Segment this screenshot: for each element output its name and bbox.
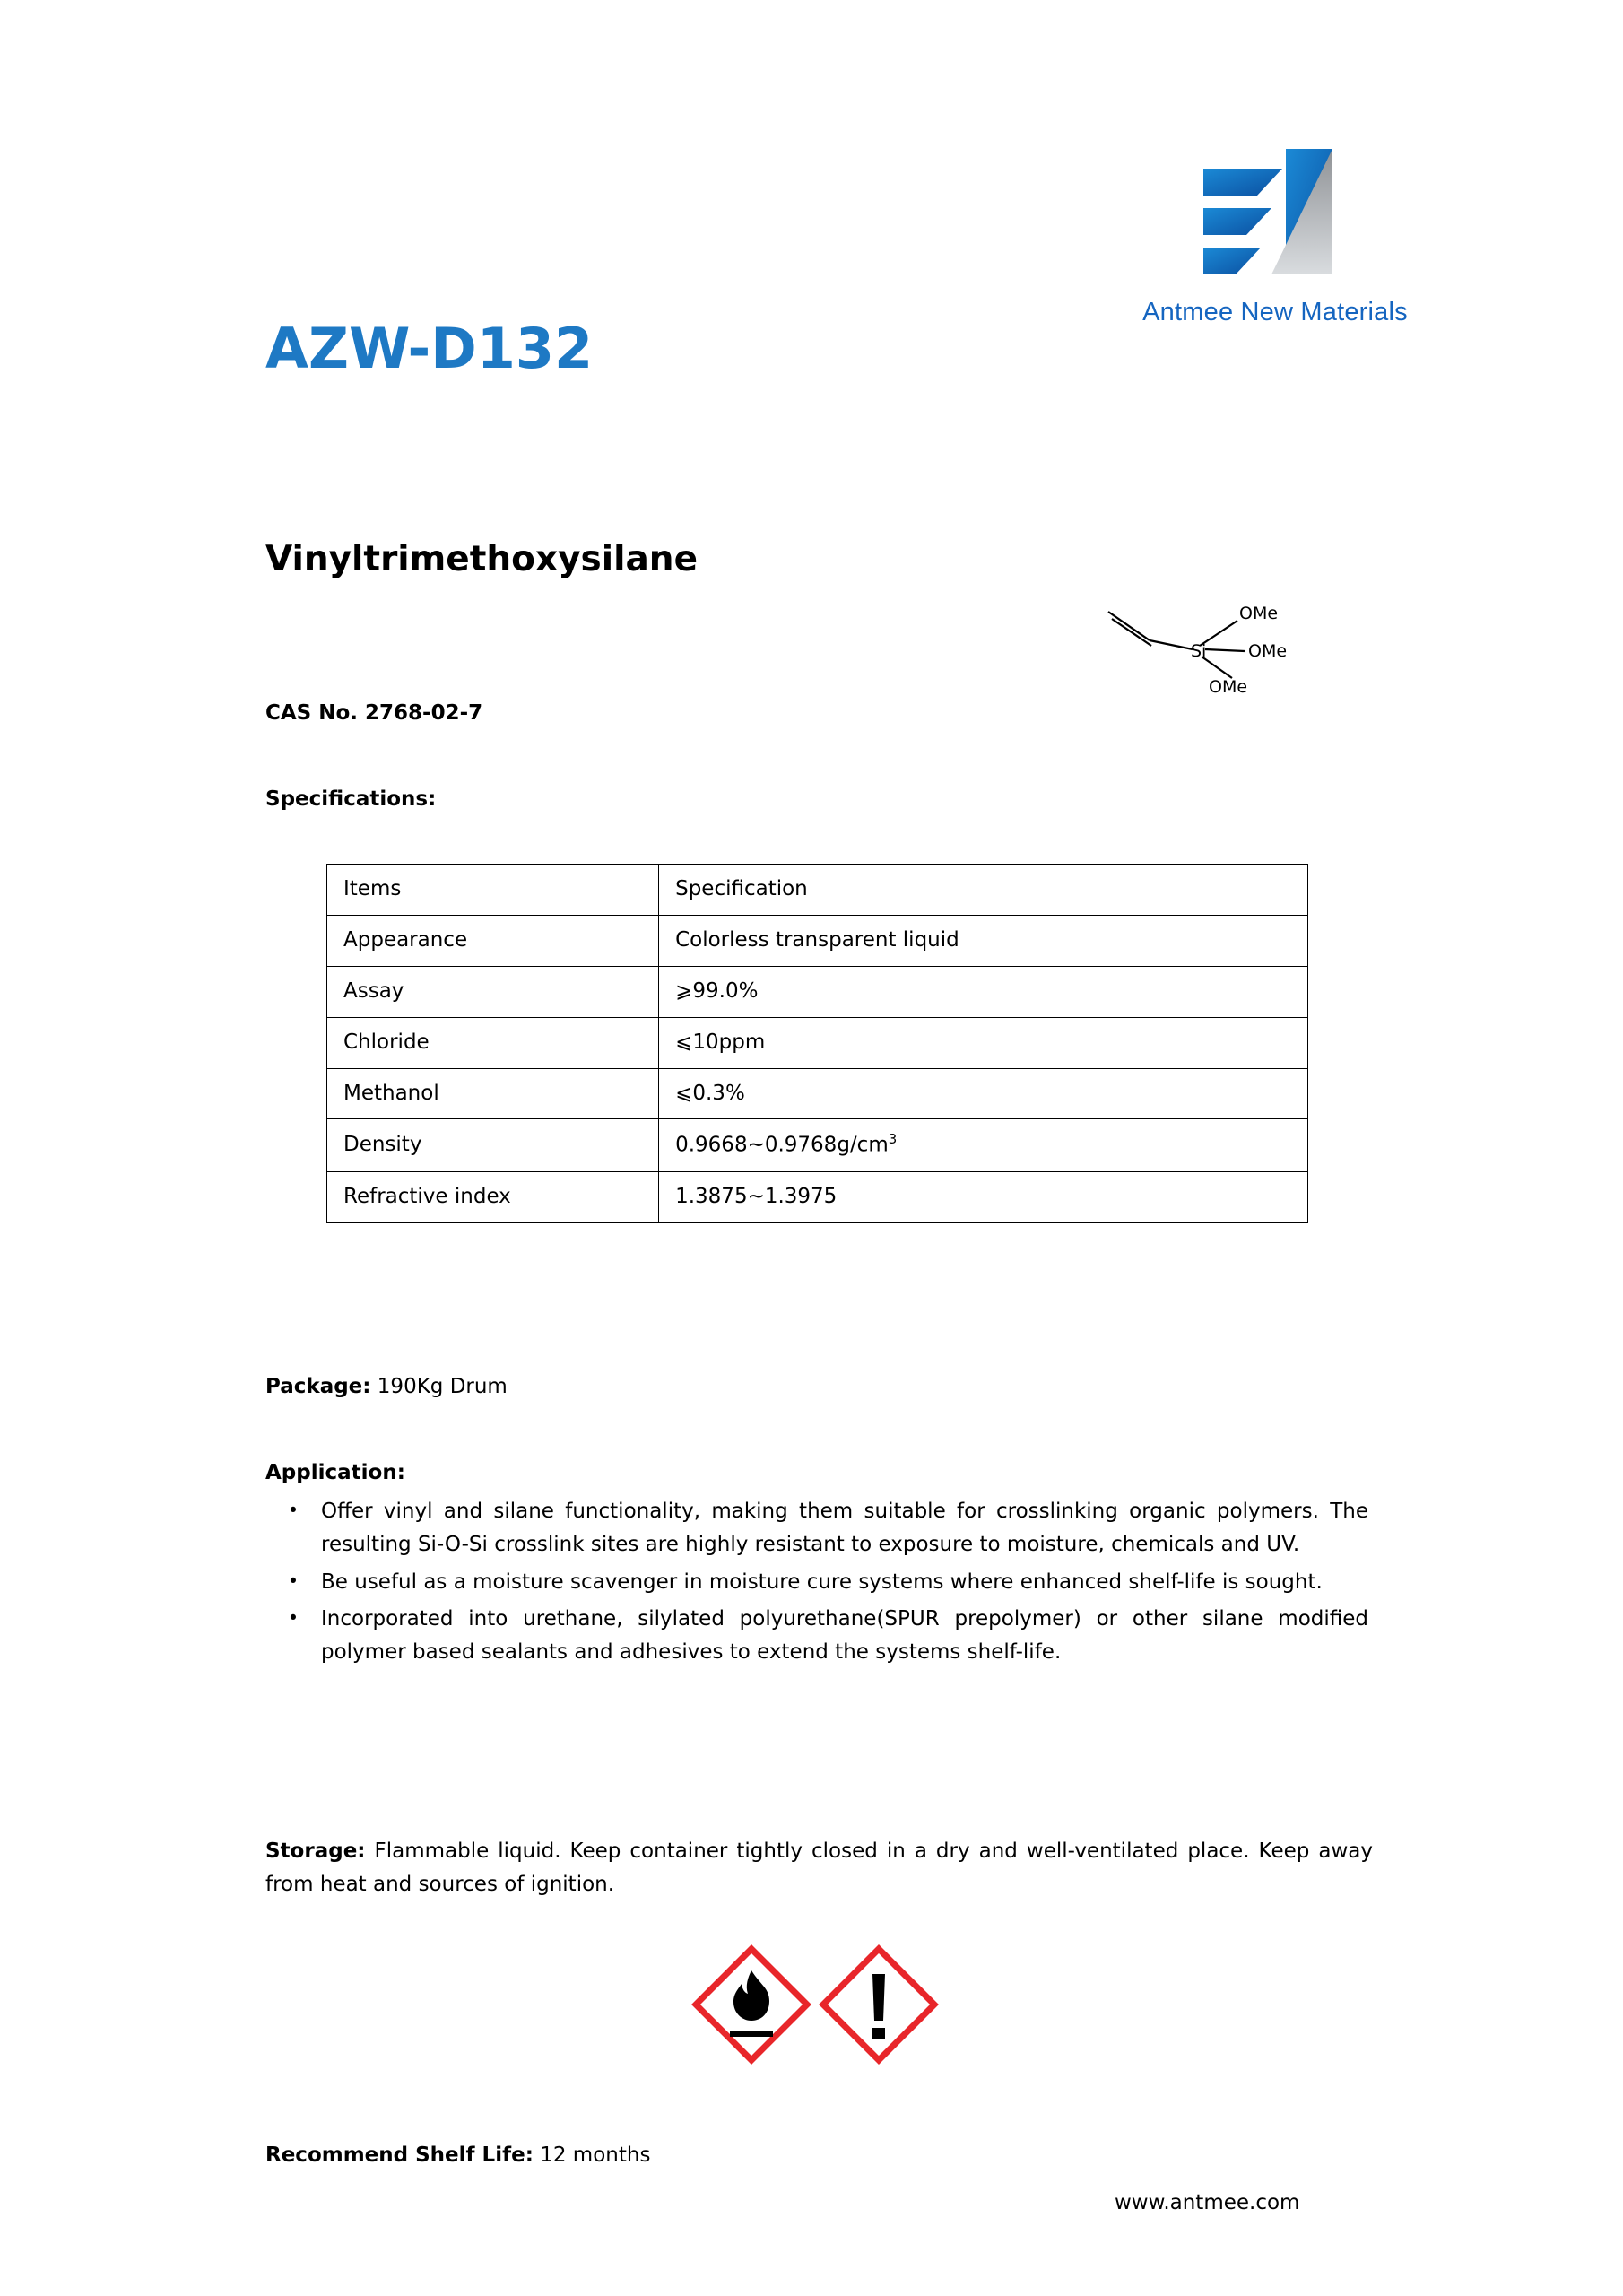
structure-label-ome-1: OMe [1239,604,1279,623]
storage-label: Storage: [265,1839,366,1863]
table-cell-value: ⩾99.0% [659,966,1308,1017]
specifications-table [326,864,1308,1223]
shelf-life-line [265,2144,650,2167]
table-row [327,1119,1308,1172]
table-header-specification: Specification [659,865,1308,916]
list-item-text: Be useful as a moisture scavenger in moisture cure systems where enhanced shelf-life is sought. [321,1570,1323,1594]
list-item-text: Offer vinyl and silane functionality, making them suitable for crosslinking organic polymers. The resulting Si-O-Si crosslink sites are highly resistant to exposure to moisture, chemicals and UV. [321,1500,1368,1557]
bullet-marker-icon: • [287,1500,299,1521]
density-value: 0.9668~0.9768g/cm [675,1134,889,1158]
bullet-marker-icon: • [287,1606,299,1629]
table-cell-item: Methanol [327,1068,659,1119]
shelf-life-label: Recommend Shelf Life: [265,2144,534,2167]
bullet-marker-icon: • [287,1570,299,1592]
table-cell-value: ⩽10ppm [659,1017,1308,1068]
ghs-exclamation-icon [823,1949,934,2060]
specifications-label: Specifications: [265,787,437,811]
table-row [327,966,1308,1017]
chemical-structure-icon [1103,599,1336,734]
table-cell-item: Assay [327,966,659,1017]
table-cell-value [659,1119,1308,1172]
list-item-text: Incorporated into urethane, silylated polyurethane(SPUR prepolymer) or other silane modified polymer based sealants and adhesives to extend the systems shelf-life. [321,1606,1368,1664]
table-cell-item: Refractive index [327,1172,659,1223]
company-name: Antmee New Materials [1142,298,1408,326]
table-cell-item: Appearance [327,915,659,966]
ghs-pictograms [690,1942,942,2085]
package-line [265,1375,508,1398]
structure-label-ome-3: OMe [1209,677,1248,697]
shelf-life-value: 12 months [533,2144,651,2167]
table-row [327,1172,1308,1223]
application-bullet-list [265,1495,1368,1673]
table-cell-value: ⩽0.3% [659,1068,1308,1119]
list-item [265,1603,1368,1670]
ghs-flame-icon [696,1949,807,2060]
table-row [327,1017,1308,1068]
storage-text: Flammable liquid. Keep container tightly closed in a dry and well-ventilated place. Keep away from heat and sources of ignition. [265,1839,1373,1897]
list-item [265,1566,1368,1599]
table-cell-item: Chloride [327,1017,659,1068]
product-name: Vinyltrimethoxysilane [265,539,699,579]
storage-paragraph [265,1835,1373,1902]
cas-number: CAS No. 2768-02-7 [265,701,483,725]
table-row [327,1068,1308,1119]
table-cell-value: 1.3875~1.3975 [659,1172,1308,1223]
density-superscript: 3 [888,1131,898,1148]
table-row [327,915,1308,966]
table-cell-item: Density [327,1119,659,1172]
table-cell-value: Colorless transparent liquid [659,915,1308,966]
website-url: www.antmee.com [1115,2191,1300,2214]
company-logo-block [1096,124,1454,368]
list-item [265,1495,1368,1562]
antmee-logo-icon [1185,133,1365,294]
application-label: Application: [265,1461,405,1484]
structure-label-si: Si [1191,641,1207,661]
package-label: Package: [265,1375,371,1398]
table-header-row [327,865,1308,916]
structure-label-ome-2: OMe [1248,641,1288,661]
package-value: 190Kg Drum [377,1375,508,1398]
page-title: AZW-D132 [265,316,594,381]
table-header-items: Items [327,865,659,916]
